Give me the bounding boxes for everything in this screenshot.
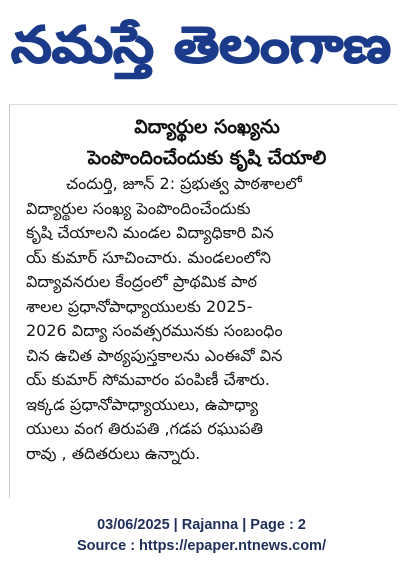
column-left-rule [9,104,10,498]
article-line: విద్యార్థుల సంఖ్య పెంపొందించేందుకు [26,198,251,218]
article-line: చందుర్తి, జూన్ 2: ప్రభుత్వ పాఠశాలలో [66,174,302,193]
footer-date-edition: 03/06/2025 | Rajanna | Page : 2 [97,517,306,533]
article-line: య్ కుమార్ సోమవారం పంపిణీ చేశారు. [26,370,270,389]
article-line: ఇక్కడ ప్రధానోపాధ్యాయులు, ఉపాధ్యా [26,394,259,414]
headline-line-2: పెంపొందించేందుకు కృషి చేయాలి [87,147,327,169]
article-line: విద్యావనరుల కేంద్రంలో ప్రాథమిక పాఠ [26,272,257,291]
article-line: శాలల ప్రధానోపాధ్యాయులకు 2025- [26,296,253,316]
column-top-rule [9,104,397,105]
page-footer [0,515,403,557]
article-line: య్ కుమార్ సూచించారు. మండలంలోని [26,247,271,267]
article-line: రావు , తదితరులు ఉన్నారు. [26,443,201,463]
masthead-logo [6,2,397,80]
article-line: యులు వంగ తిరుపతి ,గడప రఘుపతి [26,419,264,438]
masthead-title: నమస్తే తెలంగాణ [11,16,339,74]
masthead-logo-art [6,2,397,80]
article-headline [14,112,400,174]
article-line: కృషి చేయాలని మండల విద్యాధికారి విన [26,223,274,242]
article-line: 2026 విద్యా సంవత్సరమునకు సంబంధిం [26,321,283,340]
article-line: చిన ఉచిత పాఠ్యపుస్తకాలను ఎంఈవో విన [26,345,283,365]
article-body [26,172,398,466]
footer-source: Source : https://epaper.ntnews.com/ [77,538,326,554]
headline-line-1: విద్యార్థుల సంఖ్యను [134,116,280,138]
